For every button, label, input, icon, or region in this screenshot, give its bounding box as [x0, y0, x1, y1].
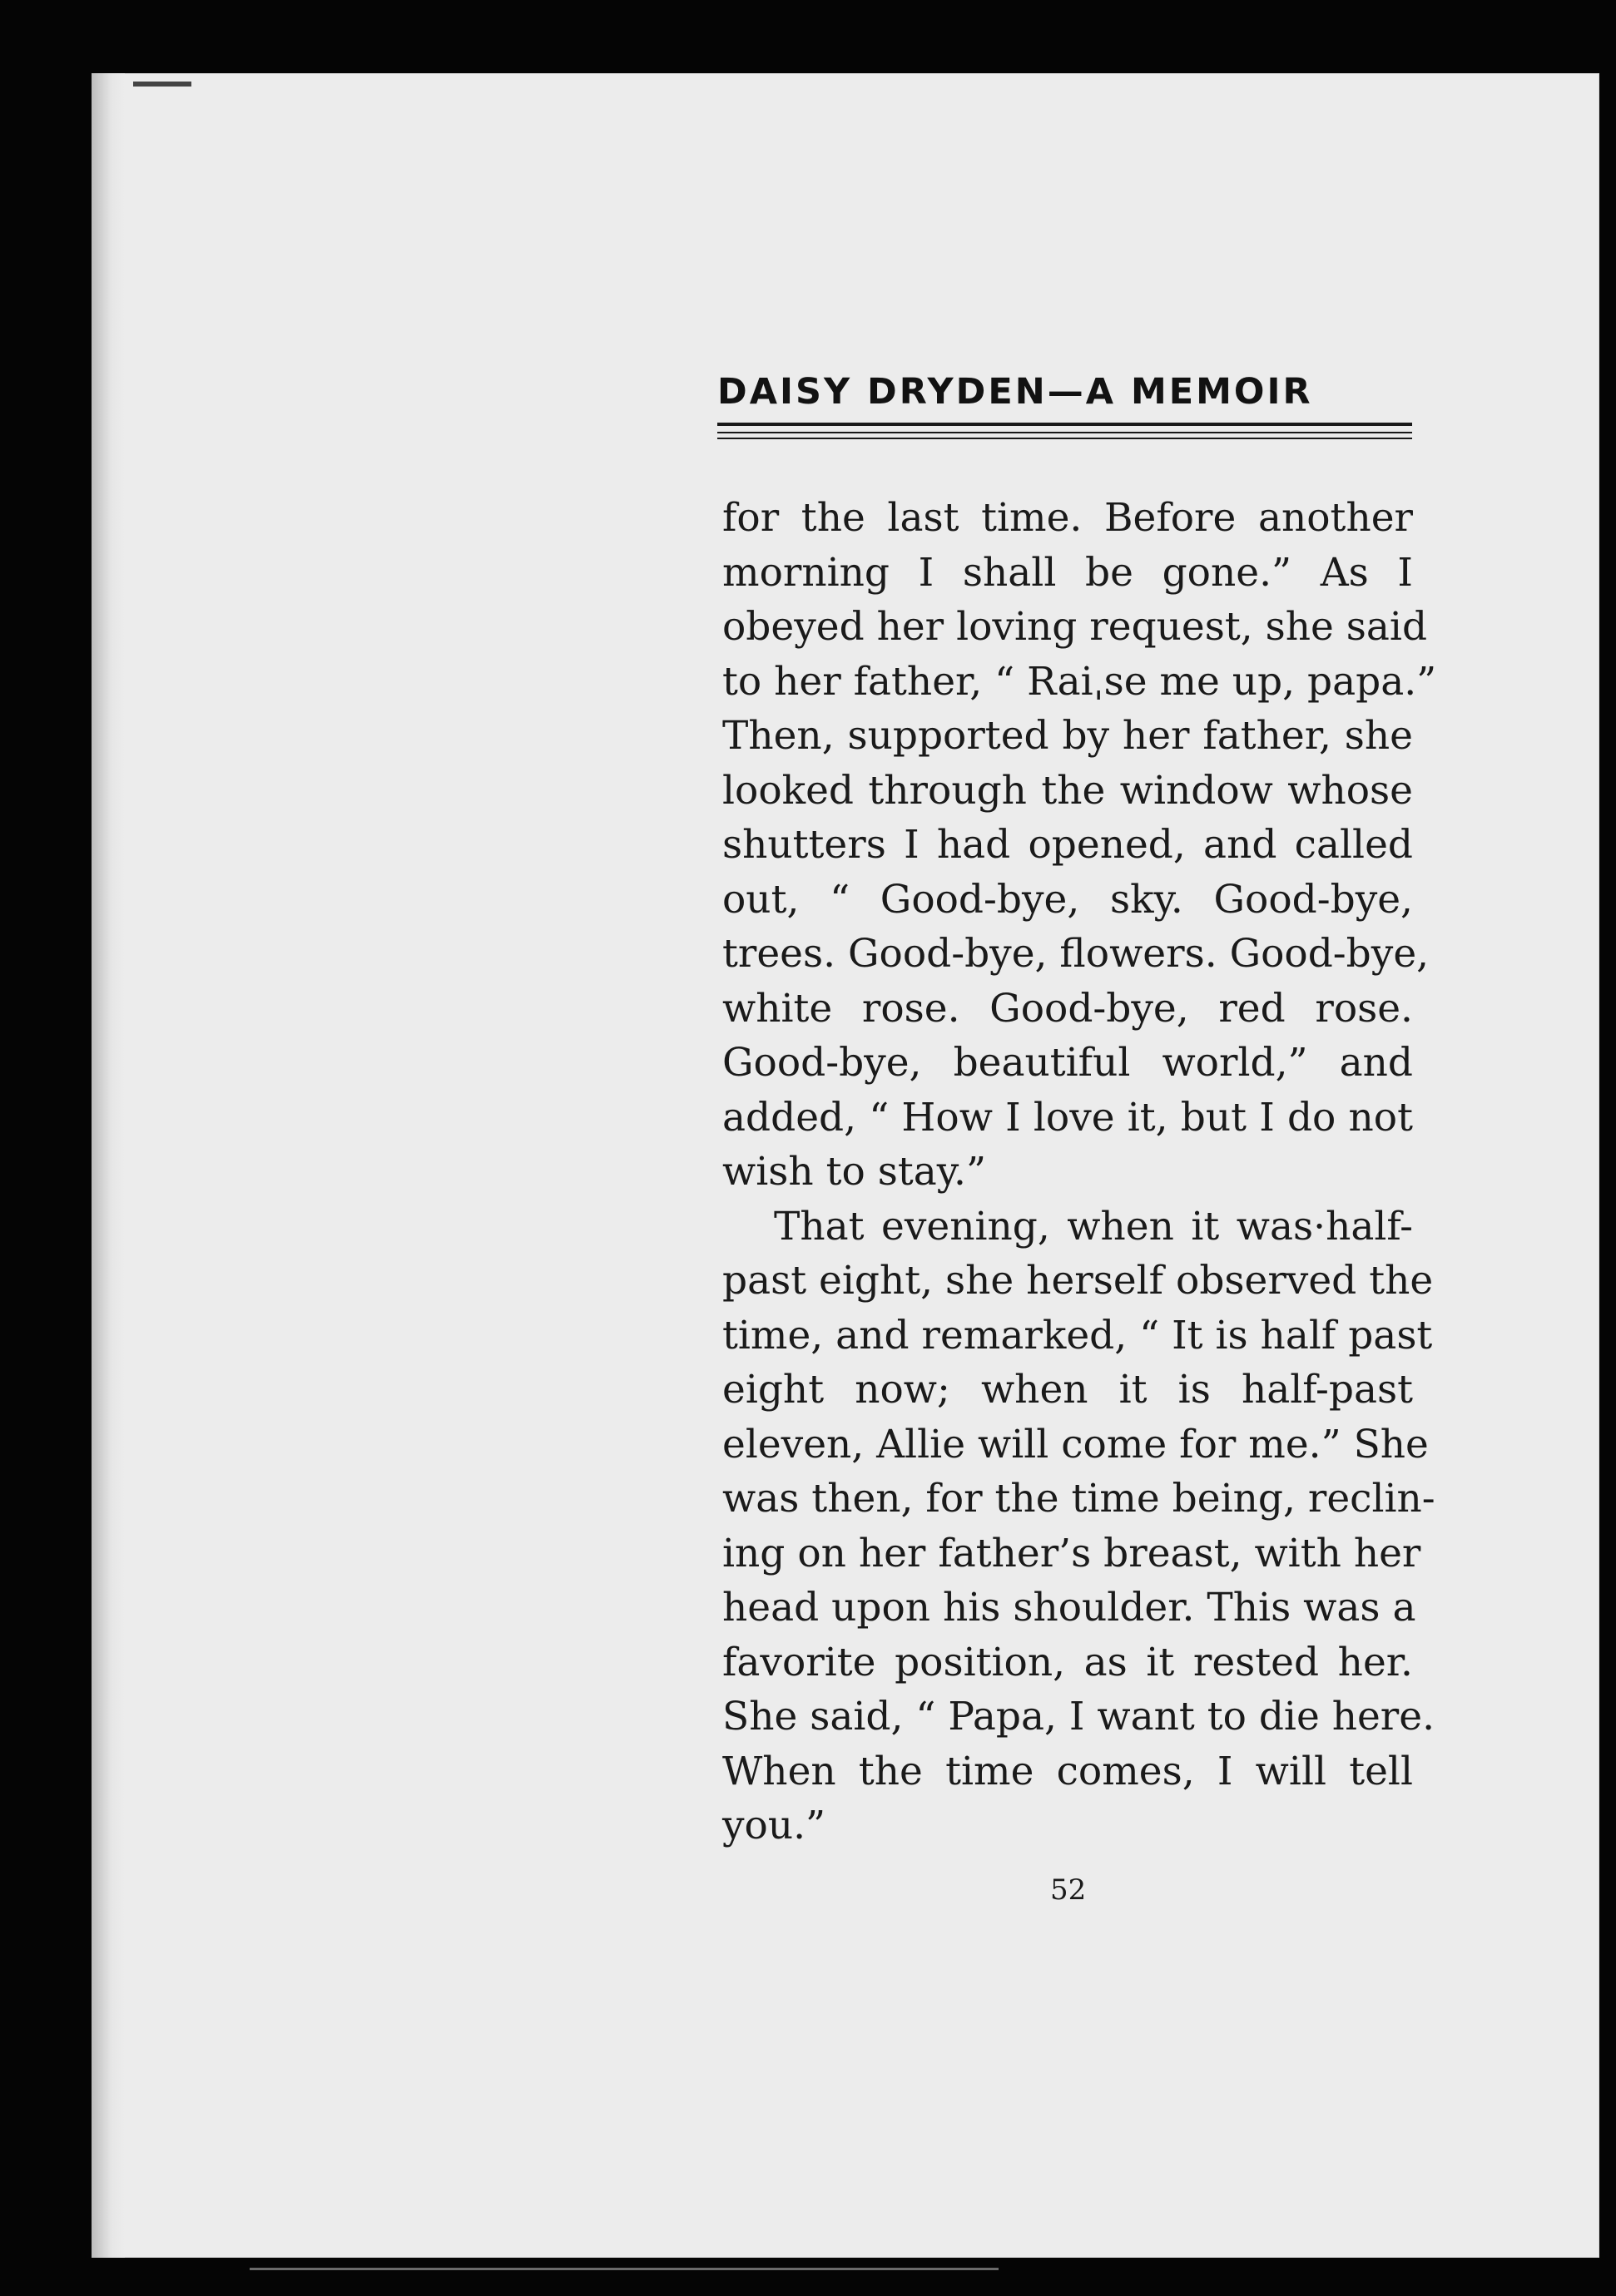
header-rule [717, 438, 1412, 439]
text-line: you.” [722, 1803, 826, 1848]
page-gutter-shadow [92, 73, 125, 2258]
header-rule [717, 423, 1412, 426]
text-line: white rose. Good-bye, red rose. [722, 985, 1413, 1032]
text-line: Then, supported by her father, she [722, 713, 1413, 759]
page-number: 52 [1050, 1873, 1087, 1907]
text-line: for the last time. Before another [722, 495, 1413, 541]
text-line: shutters I had opened, and called [722, 822, 1413, 868]
body-text [722, 491, 1437, 1853]
scan-artifact [133, 82, 191, 87]
scan-artifact [250, 2268, 999, 2270]
text-line: head upon his shoulder. This was a [722, 1585, 1416, 1630]
text-line: out, “ Good-bye, sky. Good-bye, [722, 876, 1413, 923]
text-line: time, and remarked, “ It is half past [722, 1312, 1433, 1358]
header-rule [717, 432, 1412, 433]
text-line: added, “ How I love it, but I do not [722, 1094, 1413, 1141]
text-line: She said, “ Papa, I want to die here. [722, 1694, 1435, 1739]
text-line: to her father, “ Raiˌse me up, papa.” [722, 658, 1437, 705]
text-line: When the time comes, I will tell [722, 1748, 1413, 1794]
text-line: past eight, she herself observed the [722, 1258, 1434, 1304]
text-line: favorite position, as it rested her. [722, 1639, 1413, 1685]
text-line: Good-bye, beautiful world,” and [722, 1040, 1413, 1086]
text-line: morning I shall be gone.” As I [722, 549, 1413, 596]
text-line: eleven, Allie will come for me.” She [722, 1421, 1429, 1467]
text-line: trees. Good-bye, flowers. Good-bye, [722, 931, 1430, 977]
text-line: wish to stay.” [722, 1149, 987, 1195]
text-line: was then, for the time being, reclin- [722, 1476, 1435, 1522]
text-line: looked through the window whose [722, 767, 1413, 814]
running-head: DAISY DRYDEN—A MEMOIR [717, 371, 1313, 413]
text-line: obeyed her loving request, she said [722, 604, 1428, 650]
text-line: eight now; when it is half-past [722, 1367, 1413, 1413]
text-line: ing on her father’s breast, with her [722, 1530, 1421, 1576]
text-line: That evening, when it was·half- [774, 1203, 1413, 1249]
